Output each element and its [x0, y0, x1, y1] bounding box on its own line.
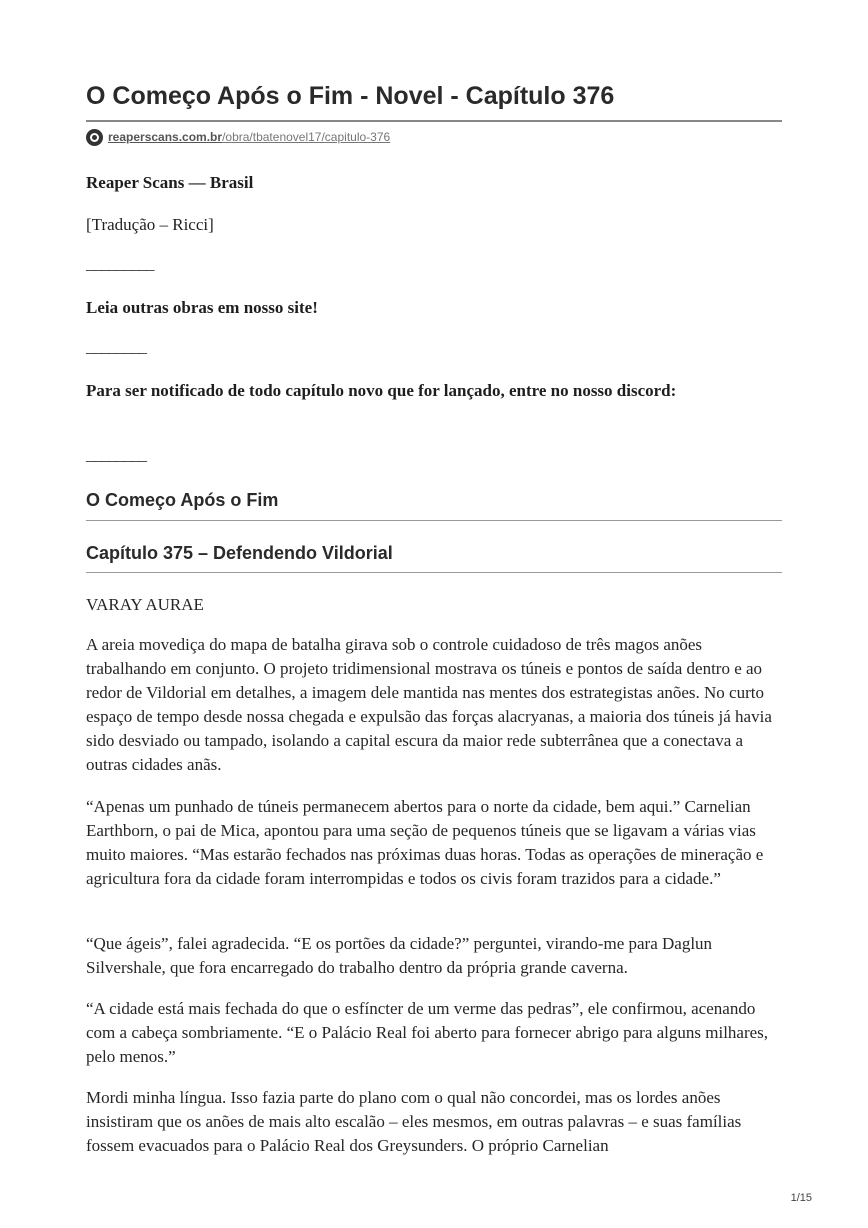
- paragraph: Mordi minha língua. Isso fazia parte do plano com o qual não concordei, mas os lordes anões insistiram que os anões de mais alto escalão – eles mesmos, em outras palavras – e suas famílias fossem evacuados para o Palácio Real dos Greysunders. O próprio Carnelian: [86, 1088, 742, 1155]
- heading-divider: [86, 520, 782, 521]
- title-divider: [86, 120, 782, 122]
- paragraph: “Que ágeis”, falei agradecida. “E os portões da cidade?” perguntei, virando-me para Daglun Silvershale, que fora encarregado do trabalho dentro da própria grande caverna.: [86, 934, 713, 977]
- text-rule: _________: [86, 254, 154, 273]
- novel-heading: O Começo Após o Fim: [86, 490, 279, 510]
- discord-notice: Para ser notificado de todo capítulo novo que for lançado, entre no nosso discord:: [86, 381, 677, 400]
- site-name: Reaper Scans — Brasil: [86, 173, 254, 192]
- site-icon: [86, 129, 103, 146]
- heading-divider: [86, 572, 782, 573]
- paragraph: “A cidade está mais fechada do que o esfíncter de um verme das pedras”, ele confirmou, acenando com a cabeça sombriamente. “E o Palácio Real foi aberto para fornecer abrigo para alguns milhares, pelo menos.”: [86, 999, 769, 1066]
- paragraph: VARAY AURAE: [86, 595, 204, 614]
- chapter-heading: Capítulo 375 – Defendendo Vildorial: [86, 543, 393, 563]
- paragraph: A areia movediça do mapa de batalha girava sob o controle cuidadoso de três magos anões trabalhando em conjunto. O projeto tridimensional mostrava os túneis e pontos de saída dentro e ao redor de Vildorial em detalhes, a imagem dele mantida nas mentes dos estrategistas anões. No curto espaço de tempo desde nossa chegada e expulsão das forças alacryanas, a maioria dos túneis já havia sido desviado ou tampado, isolando a capital escura da maior rede subterrânea que a conectava a outras cidades anãs.: [86, 635, 772, 774]
- source-link[interactable]: [86, 128, 390, 146]
- text-rule: ________: [86, 337, 146, 356]
- paragraph: “Apenas um punhado de túneis permanecem abertos para o norte da cidade, bem aqui.” Carnelian Earthborn, o pai de Mica, apontou para uma seção de pequenos túneis que se ligavam a várias vias muito maiores. “Mas estarão fechados nas próximas duas horas. Todas as operações de mineração e agricultura fora da cidade foram interrompidas e todos os civis foram trazidos para a cidade.”: [86, 797, 764, 888]
- read-more-notice: Leia outras obras em nosso site!: [86, 298, 318, 317]
- source-path[interactable]: /obra/tbatenovel17/capitulo-376: [222, 130, 391, 144]
- page-title: O Começo Após o Fim - Novel - Capítulo 376: [86, 82, 615, 110]
- translation-credit: [Tradução – Ricci]: [86, 215, 214, 234]
- source-domain[interactable]: reaperscans.com.br: [108, 130, 223, 144]
- text-rule: ________: [86, 445, 146, 464]
- page-number: 1/15: [790, 1192, 812, 1204]
